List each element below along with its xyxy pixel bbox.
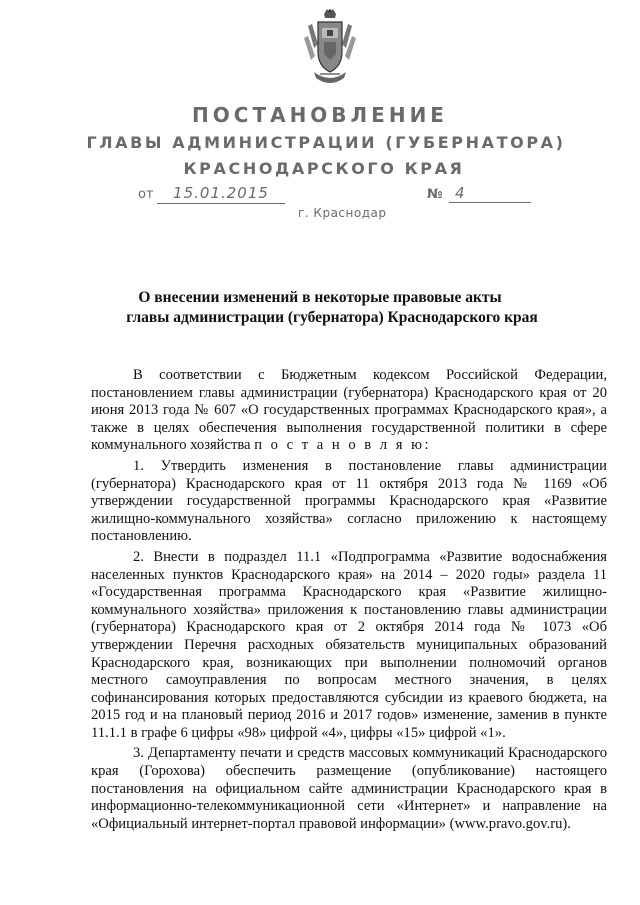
- intro-paragraph: [91, 367, 607, 455]
- date-prefix: от: [138, 187, 154, 202]
- number-prefix: №: [427, 187, 443, 202]
- document-subject: [0, 288, 640, 328]
- coat-of-arms-icon: [298, 8, 362, 86]
- document-body: [91, 367, 607, 833]
- subject-line-1: О внесении изменений в некоторые правовые акты: [138, 289, 502, 306]
- item-2-paragraph: 2. Внести в подраздел 11.1 «Подпрограмма «Развитие водоснабжения населенных пунктов Краснодарского края» на 2014 – 2020 годы» раздела 11 «Государственная программа Краснодарского края «Развитие жилищно-коммунального хозяйства» приложения к постановлению главы администрации (губернатора) Краснодарского края от 2 октября 2014 года № 1073 «Об утверждении Перечня расходных обязательств муниципальных образований Краснодарского края, возникающих при выполнении полномочий органов местного самоуправления по вопросам местного значения, в целях софинансирования которых предоставляются субсидии из краевого бюджета, на 2015 год и на плановый период 2016 и 2017 годов» изменение, заменив в пункте 11.1.1 в графе 6 цифры «98» цифрой «4», цифры «15» цифрой «1».: [91, 548, 607, 741]
- date-number-line: [0, 184, 640, 208]
- issuer-line-2: КРАСНОДАРСКОГО КРАЯ: [183, 159, 465, 178]
- city-name: г. Краснодар: [298, 206, 387, 220]
- subject-line-2: главы администрации (губернатора) Краснодарского края: [126, 309, 538, 326]
- item-1-paragraph: 1. Утвердить изменения в постановление главы администрации (губернатора) Краснодарского края от 11 октября 2013 года № 1169 «Об утверждении государственной программы Краснодарского края «Развитие жилищно-коммунального хозяйства» согласно приложению к настоящему постановлению.: [91, 457, 607, 545]
- intro-text: В соответствии с Бюджетным кодексом Российской Федерации, постановлением главы администрации (губернатора) Краснодарского края от 20 июня 2013 года № 607 «О государственных программах Краснодарского края», а также в целях обеспечения выполнения государственной политики в сфере коммунального хозяйства: [91, 367, 607, 454]
- document-date: 15.01.2015: [157, 184, 285, 204]
- resolution-keyword: п о с т а н о в л я ю:: [254, 437, 432, 454]
- document-number: 4: [449, 184, 531, 203]
- item-3-paragraph: 3. Департаменту печати и средств массовых коммуникаций Краснодарского края (Горохова) обеспечить размещение (опубликование) настоящего постановления на официальном сайте администрации Краснодарского края в информационно-телекоммуникационной сети «Интернет» и направление на «Официальный интернет-портал правовой информации» (www.pravo.gov.ru).: [91, 745, 607, 832]
- document-title: ПОСТАНОВЛЕНИЕ: [192, 103, 448, 127]
- issuer-line-1: ГЛАВЫ АДМИНИСТРАЦИИ (ГУБЕРНАТОРА): [86, 133, 566, 152]
